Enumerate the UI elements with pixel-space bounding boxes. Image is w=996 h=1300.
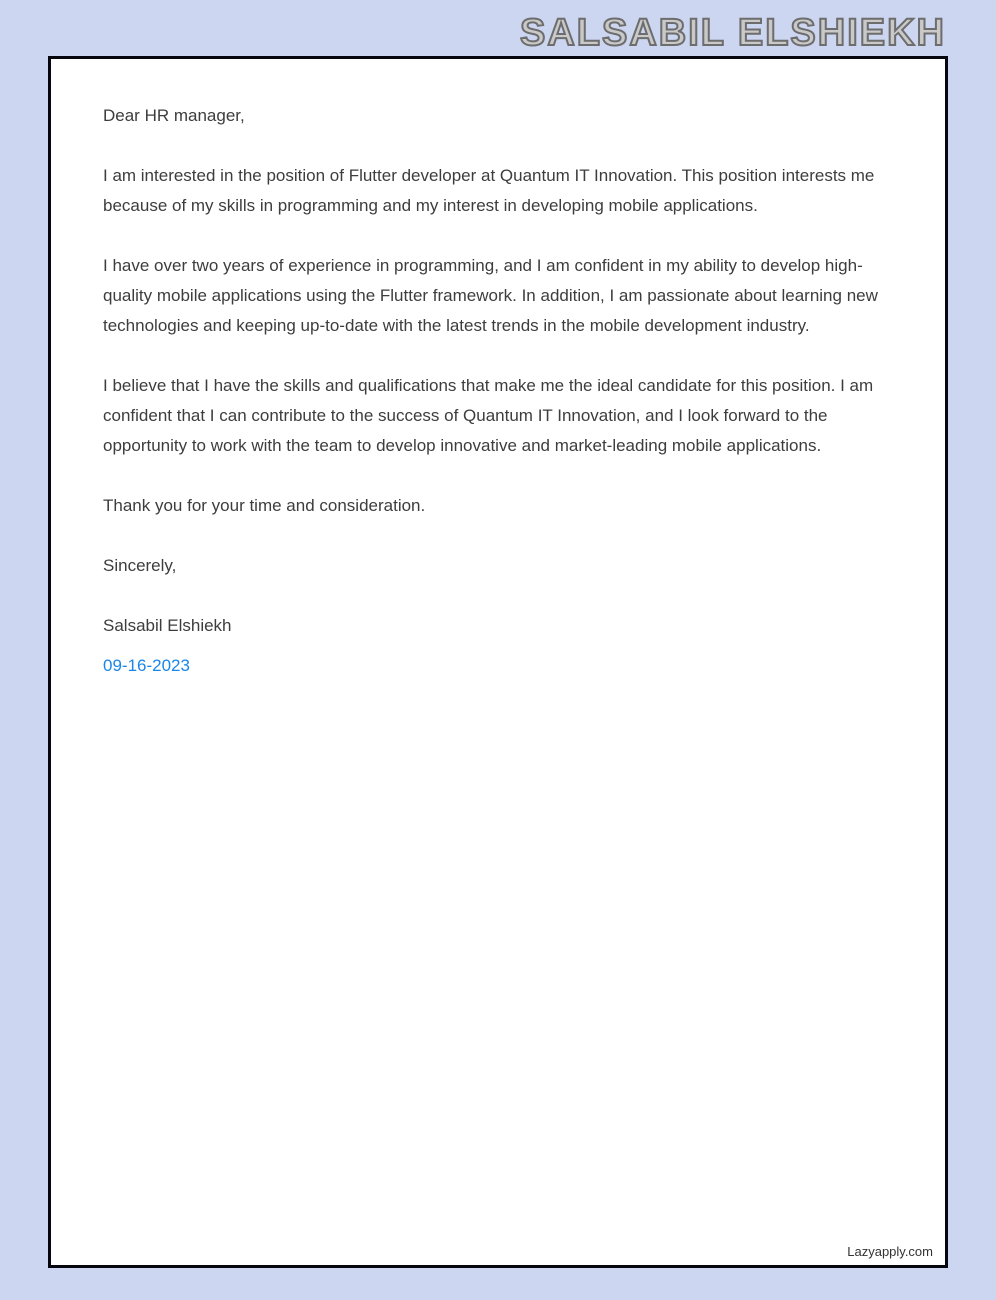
- paragraph-experience: I have over two years of experience in programming, and I am confident in my ability to develop high-quality mobile applications using the Flutter framework. In addition, I am passionate about learning new technologies and keeping up-to-date with the latest trends in the mobile development industry.: [103, 256, 878, 335]
- cover-letter-document: [48, 56, 948, 1268]
- letter-body: [51, 59, 945, 681]
- paragraph-intro: I am interested in the position of Flutter developer at Quantum IT Innovation. This position interests me because of my skills in programming and my interest in developing mobile applications.: [103, 166, 875, 215]
- date-link[interactable]: 09-16-2023: [103, 656, 190, 675]
- paragraph-thanks: Thank you for your time and consideration.: [103, 496, 426, 515]
- paragraph-qualifications: I believe that I have the skills and qualifications that make me the ideal candidate for this position. I am confident that I can contribute to the success of Quantum IT Innovation, and I look forward to the opportunity to work with the team to develop innovative and market-leading mobile applications.: [103, 376, 874, 455]
- signature-name: Salsabil Elshiekh: [103, 616, 232, 635]
- branding-footer-link[interactable]: Lazyapply.com: [847, 1244, 933, 1259]
- candidate-name-header: SALSABIL ELSHIEKH: [519, 12, 946, 54]
- salutation: Dear HR manager,: [103, 106, 245, 125]
- closing: Sincerely,: [103, 556, 177, 575]
